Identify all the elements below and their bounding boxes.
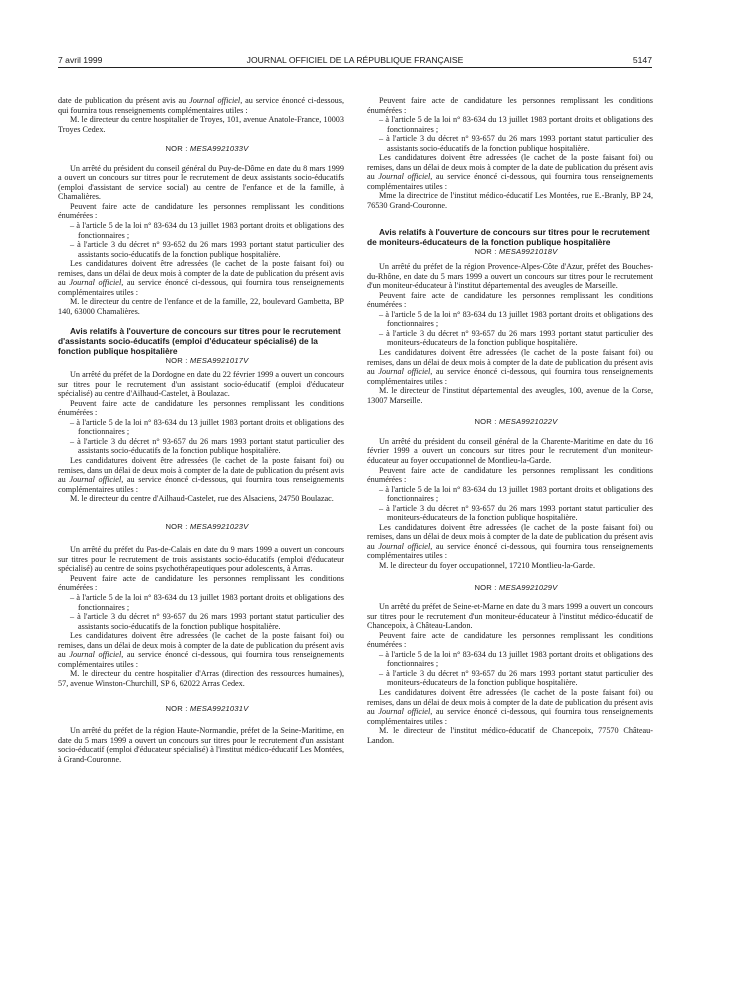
paragraph: Un arrêté du préfet de la Dordogne en date du 22 février 1999 a ouvert un concours sur titres pour le recrutement d'un assistant socio-éducatif (emploi d'éducateur spécialisé) au centre d'Ailhaud-Castelet, à Boulazac. <box>58 370 344 399</box>
paragraph: Les candidatures doivent être adressées (le cachet de la poste faisant foi) ou remises, dans un délai de deux mois à compter de la date de publication du présent avis au Journal officiel, au service énoncé ci-dessous, qui fournira tous renseignements complémentaires utiles : <box>58 455 344 494</box>
nor-label: NOR : <box>474 582 497 592</box>
nor-reference <box>58 356 344 366</box>
paragraph: Mme la directrice de l'institut médico-éducatif Les Montées, rue E.-Branly, BP 24, 76530 Grand-Couronne. <box>367 191 653 211</box>
paragraph: Un arrêté du préfet de Seine-et-Marne en date du 3 mars 1999 a ouvert un concours sur titres pour le recrutement d'un moniteur-éducateur à l'institut médico-éducatif de Chancepoix, à Château-Landon. <box>367 602 653 631</box>
header-journal-title: JOURNAL OFFICIEL DE LA RÉPUBLIQUE FRANÇAISE <box>246 55 464 65</box>
paragraph: M. le directeur du centre hospitalier de Troyes, 101, avenue Anatole-France, 10003 Troyes Cedex. <box>58 115 344 134</box>
paragraph: M. le directeur de l'institut médico-éducatif de Chancepoix, 77570 Château-Landon. <box>367 726 653 745</box>
list-item: – à l'article 5 de la loi n° 83-634 du 13 juillet 1983 portant droits et obligations des fonctionnaires ; <box>379 484 653 504</box>
header-rule <box>58 67 652 68</box>
paragraph: Peuvent faire acte de candidature les personnes remplissant les conditions énumérées : <box>367 290 653 310</box>
paragraph: Les candidatures doivent être adressées (le cachet de la poste faisant foi) ou remises, dans un délai de deux mois à compter de la date de publication du présent avis au Journal officiel, au service énoncé ci-dessous, qui fournira tous renseignements complémentaires utiles : <box>58 259 344 297</box>
nor-code: MESA9921031V <box>189 704 249 714</box>
header-date: 7 avril 1999 <box>58 55 103 65</box>
list-item: – à l'article 3 du décret n° 93-657 du 26 mars 1993 portant statut particulier des assistants socio-éducatifs de la fonction publique hospitalière. <box>379 134 653 153</box>
nor-code: MESA9921018V <box>498 246 558 256</box>
section-title: Avis relatifs à l'ouverture de concours sur titres pour le recrutement d'assistants socio-éducatifs (emploi d'éducateur spécialisé) de la fonction publique hospitalière <box>58 326 341 357</box>
list-item: – à l'article 3 du décret n° 93-657 du 26 mars 1993 portant statut particulier des moniteurs-éducateurs de la fonction publique hospitalière. <box>379 668 653 688</box>
nor-reference <box>367 417 653 427</box>
list-item: – à l'article 5 de la loi n° 83-634 du 13 juillet 1983 portant droits et obligations des fonctionnaires ; <box>70 592 344 612</box>
nor-code: MESA9921023V <box>189 521 249 531</box>
nor-reference <box>58 704 344 714</box>
nor-label: NOR : <box>165 521 188 531</box>
nor-label: NOR : <box>474 246 497 256</box>
list-item: – à l'article 5 de la loi n° 83-634 du 13 juillet 1983 portant droits et obligations des fonctionnaires ; <box>379 649 653 669</box>
paragraph: Les candidatures doivent être adressées (le cachet de la poste faisant foi) ou remises, dans un délai de deux mois à compter de la date de publication du présent avis au Journal officiel, au service énoncé ci-dessous, qui fournira tous renseignements complémentaires utiles : <box>367 153 653 191</box>
paragraph: Peuvent faire acte de candidature les personnes remplissant les conditions énumérées : <box>58 398 344 418</box>
paragraph: Les candidatures doivent être adressées (le cachet de la poste faisant foi) ou remises, dans un délai de deux mois à compter de la date de publication du présent avis au Journal officiel, au service énoncé ci-dessous, qui fournira tous renseignements complémentaires utiles : <box>58 631 344 669</box>
paragraph: Les candidatures doivent être adressées (le cachet de la poste faisant foi) ou remises, dans un délai de deux mois à compter de la date de publication du présent avis au Journal officiel, au service énoncé ci-dessous, qui fournira tous renseignements complémentaires utiles : <box>367 522 653 561</box>
list-item: – à l'article 5 de la loi n° 83-634 du 13 juillet 1983 portant droits et obligations des fonctionnaires ; <box>70 417 344 437</box>
paragraph: Un arrêté du préfet du Pas-de-Calais en date du 9 mars 1999 a ouvert un concours sur titres pour le recrutement de trois assistants socio-éducatifs (emploi d'éducateur spécialisé) au centre de soins psychothérapeutiques pour adolescents, à Arras. <box>58 545 344 574</box>
list-item: – à l'article 3 du décret n° 93-652 du 26 mars 1993 portant statut particulier des assistants socio-éducatifs de la fonction publique hospitalière. <box>70 240 344 259</box>
paragraph: Peuvent faire acte de candidature les personnes remplissant les conditions énumérées : <box>367 630 653 650</box>
header-page-number: 5147 <box>632 55 652 65</box>
nor-label: NOR : <box>165 144 188 154</box>
paragraph: Un arrêté du préfet de la région Provence-Alpes-Côte d'Azur, préfet des Bouches-du-Rhône, en date du 5 mars 1999 a ouvert un concours sur titres pour le recrutement d'un moniteur-éducateur à l'institut départemental des aveugles de Marseille. <box>367 262 653 291</box>
nor-code: MESA9921017V <box>189 356 249 366</box>
paragraph: Un arrêté du président du conseil général du Puy-de-Dôme en date du 8 mars 1999 a ouvert un concours sur titres pour le recrutement de deux assistants socio-éducatifs (emploi d'assistant de service social) au centre de l'enfance et de la famille, à Chamalières. <box>58 163 344 202</box>
paragraph: Peuvent faire acte de candidature les personnes remplissant les conditions énumérées : <box>58 573 344 593</box>
paragraph: M. le directeur du foyer occupationnel, 17210 Montlieu-la-Garde. <box>379 560 595 570</box>
paragraph: M. le directeur du centre d'Ailhaud-Castelet, rue des Alsaciens, 24750 Boulazac. <box>70 494 334 504</box>
paragraph: Peuvent faire acte de candidature les personnes remplissant les conditions énumérées : <box>367 465 653 485</box>
section-title: Avis relatifs à l'ouverture de concours sur titres pour le recrutement de moniteurs-éducateurs de la fonction publique hospitalière <box>367 226 650 247</box>
list-item: – à l'article 5 de la loi n° 83-634 du 13 juillet 1983 portant droits et obligations des fonctionnaires ; <box>379 309 653 329</box>
paragraph: M. le directeur du centre hospitalier d'Arras (direction des ressources humaines), 57, avenue Winston-Churchill, SP 6, 62022 Arras Cedex. <box>58 669 344 688</box>
nor-label: NOR : <box>474 417 497 427</box>
list-item: – à l'article 5 de la loi n° 83-634 du 13 juillet 1983 portant droits et obligations des fonctionnaires ; <box>70 221 344 240</box>
paragraph: M. le directeur du centre de l'enfance et de la famille, 22, boulevard Gambetta, BP 140, 63000 Chamalières. <box>58 297 344 316</box>
nor-label: NOR : <box>165 704 188 714</box>
nor-label: NOR : <box>165 356 188 366</box>
nor-reference <box>367 247 653 257</box>
list-item: – à l'article 5 de la loi n° 83-634 du 13 juillet 1983 portant droits et obligations des fonctionnaires ; <box>379 115 653 134</box>
list-item: – à l'article 3 du décret n° 93-657 du 26 mars 1993 portant statut particulier des moniteurs-éducateurs de la fonction publique hospitalière. <box>379 328 653 348</box>
paragraph: M. le directeur de l'institut départemental des aveugles, 100, avenue de la Corse, 13007 Marseille. <box>367 386 653 405</box>
paragraph: Peuvent faire acte de candidature les personnes remplissant les conditions énumérées : <box>367 96 653 115</box>
nor-code: MESA9921029V <box>498 582 558 592</box>
paragraph: Les candidatures doivent être adressées (le cachet de la poste faisant foi) ou remises, dans un délai de deux mois à compter de la date de publication du présent avis au Journal officiel, au service énoncé ci-dessous, qui fournira tous renseignements complémentaires utiles : <box>367 348 653 386</box>
right-column <box>367 96 653 745</box>
nor-reference <box>58 144 344 154</box>
nor-code: MESA9921033V <box>189 144 249 154</box>
list-item: – à l'article 3 du décret n° 93-657 du 26 mars 1993 portant statut particulier des assistants socio-éducatifs de la fonction publique hospitalière. <box>70 436 344 456</box>
paragraph: Peuvent faire acte de candidature les personnes remplissant les conditions énumérées : <box>58 201 344 221</box>
paragraph: date de publication du présent avis au Journal officiel, au service énoncé ci-dessous, qui fournira tous renseignements complémentaires utiles : <box>58 96 344 115</box>
paragraph: Un arrêté du président du conseil général de la Charente-Maritime en date du 16 février 1999 a ouvert un concours sur titres pour le recrutement d'un moniteur-éducateur au foyer occupationnel de Montlieu-la-Garde. <box>367 436 653 465</box>
list-item: – à l'article 3 du décret n° 93-657 du 26 mars 1993 portant statut particulier des assistants socio-éducatifs de la fonction publique hospitalière. <box>70 612 344 631</box>
left-column <box>58 96 344 764</box>
nor-reference <box>367 583 653 593</box>
nor-reference <box>58 522 344 532</box>
paragraph: Un arrêté du préfet de la région Haute-Normandie, préfet de la Seine-Maritime, en date du 5 mars 1999 a ouvert un concours sur titres pour le recrutement d'un assistant socio-éducatif (emploi d'éducateur spécialisé) à l'institut médico-éducatif Les Montées, à Grand-Couronne. <box>58 725 344 764</box>
paragraph: Les candidatures doivent être adressées (le cachet de la poste faisant foi) ou remises, dans un délai de deux mois à compter de la date de publication du présent avis au Journal officiel, au service énoncé ci-dessous, qui fournira tous renseignements complémentaires utiles : <box>367 687 653 726</box>
list-item: – à l'article 3 du décret n° 93-657 du 26 mars 1993 portant statut particulier des moniteurs-éducateurs de la fonction publique hospitalière. <box>379 503 653 523</box>
nor-code: MESA9921022V <box>498 417 558 427</box>
